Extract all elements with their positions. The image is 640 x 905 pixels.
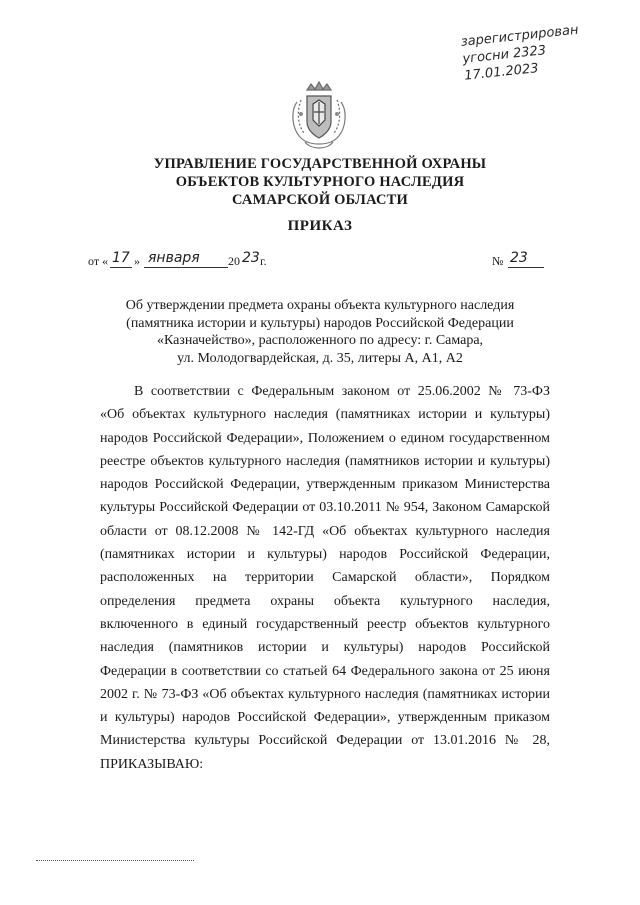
body-line: наследия (памятников истории и культуры) народов Российской (100, 640, 550, 656)
subject-line: (памятника истории и культуры) народов Российской Федерации (126, 315, 514, 331)
subject-line: ул. Молодогвардейская, д. 35, литеры А, А1, А2 (177, 350, 463, 366)
date-year-prefix: 20 (228, 254, 240, 268)
date-prefix: от « (88, 254, 109, 268)
date-month: января (148, 250, 200, 266)
footnote-divider (36, 860, 194, 861)
body-line: народов Российской Федерации, утвержденным приказом Министерства (100, 477, 550, 493)
organization-name-line: САМАРСКОЙ ОБЛАСТИ (231, 192, 409, 208)
body-line: определения предмета охраны объекта культурного наследия, (100, 593, 550, 609)
organization-name-line: ОБЪЕКТОВ КУЛЬТУРНОГО НАСЛЕДИЯ (175, 174, 465, 190)
date-quote-close: » (134, 254, 140, 268)
body-line: реестре объектов культурного наследия (памятников истории и культуры) (100, 453, 550, 469)
order-subject (0, 297, 640, 367)
organization-name-line: УПРАВЛЕНИЕ ГОСУДАРСТВЕННОЙ ОХРАНЫ (153, 156, 487, 172)
body-line: культуры Российской Федерации от 03.10.2011 № 954, Законом Самарской (100, 500, 550, 516)
date-day: 17 (112, 250, 130, 266)
body-line: расположенных на территории Самарской области», Порядком (100, 570, 550, 586)
organization-name (0, 155, 640, 209)
order-body-paragraph (100, 380, 550, 776)
body-line: Министерства культуры Российской Федерации от 13.01.2016 № 28, (100, 733, 550, 749)
order-number-label: № (492, 254, 504, 268)
body-line: включенного в единый государственный реестр объектов культурного (100, 616, 550, 632)
date-year-suffix: г. (260, 254, 267, 268)
body-line: В соответствии с Федеральным законом от 25.06.2002 № 73-ФЗ (134, 384, 550, 399)
registration-note-line: угосни 2323 (461, 43, 547, 67)
registration-note-line: 17.01.2023 (463, 61, 540, 84)
body-line: и культуры) народов Российской Федерации», утвержденным приказом (100, 710, 550, 726)
body-line: народов Российской Федерации», Положением о едином государственном (100, 430, 550, 446)
date-year: 23 (242, 250, 260, 266)
registration-note-line: зарегистрирован (460, 22, 580, 50)
body-line: «Об объектах культурного наследия (памятниках истории и культуры) (100, 407, 550, 423)
body-line-order-word: ПРИКАЗЫВАЮ: (100, 756, 204, 772)
coat-of-arms-icon (287, 80, 351, 154)
body-line: Федерации в соответствии со статьей 64 Федерального закона от 25 июня (100, 663, 550, 679)
body-line: 2002 г. № 73-ФЗ «Об объектах культурного наследия (памятниках истории (100, 686, 550, 702)
subject-line: «Казначейство», расположенного по адресу: г. Самара, (156, 333, 484, 348)
body-line: (памятниках истории и культуры) народов Российской Федерации, (100, 547, 550, 563)
registration-handwritten-note (460, 16, 639, 85)
subject-line: Об утверждении предмета охраны объекта культурного наследия (125, 298, 515, 313)
body-line: области от 08.12.2008 № 142-ГД «Об объектах культурного наследия (100, 523, 550, 539)
document-type-title: ПРИКАЗ (287, 218, 353, 234)
date-number-line (88, 250, 548, 272)
order-number: 23 (510, 250, 528, 266)
